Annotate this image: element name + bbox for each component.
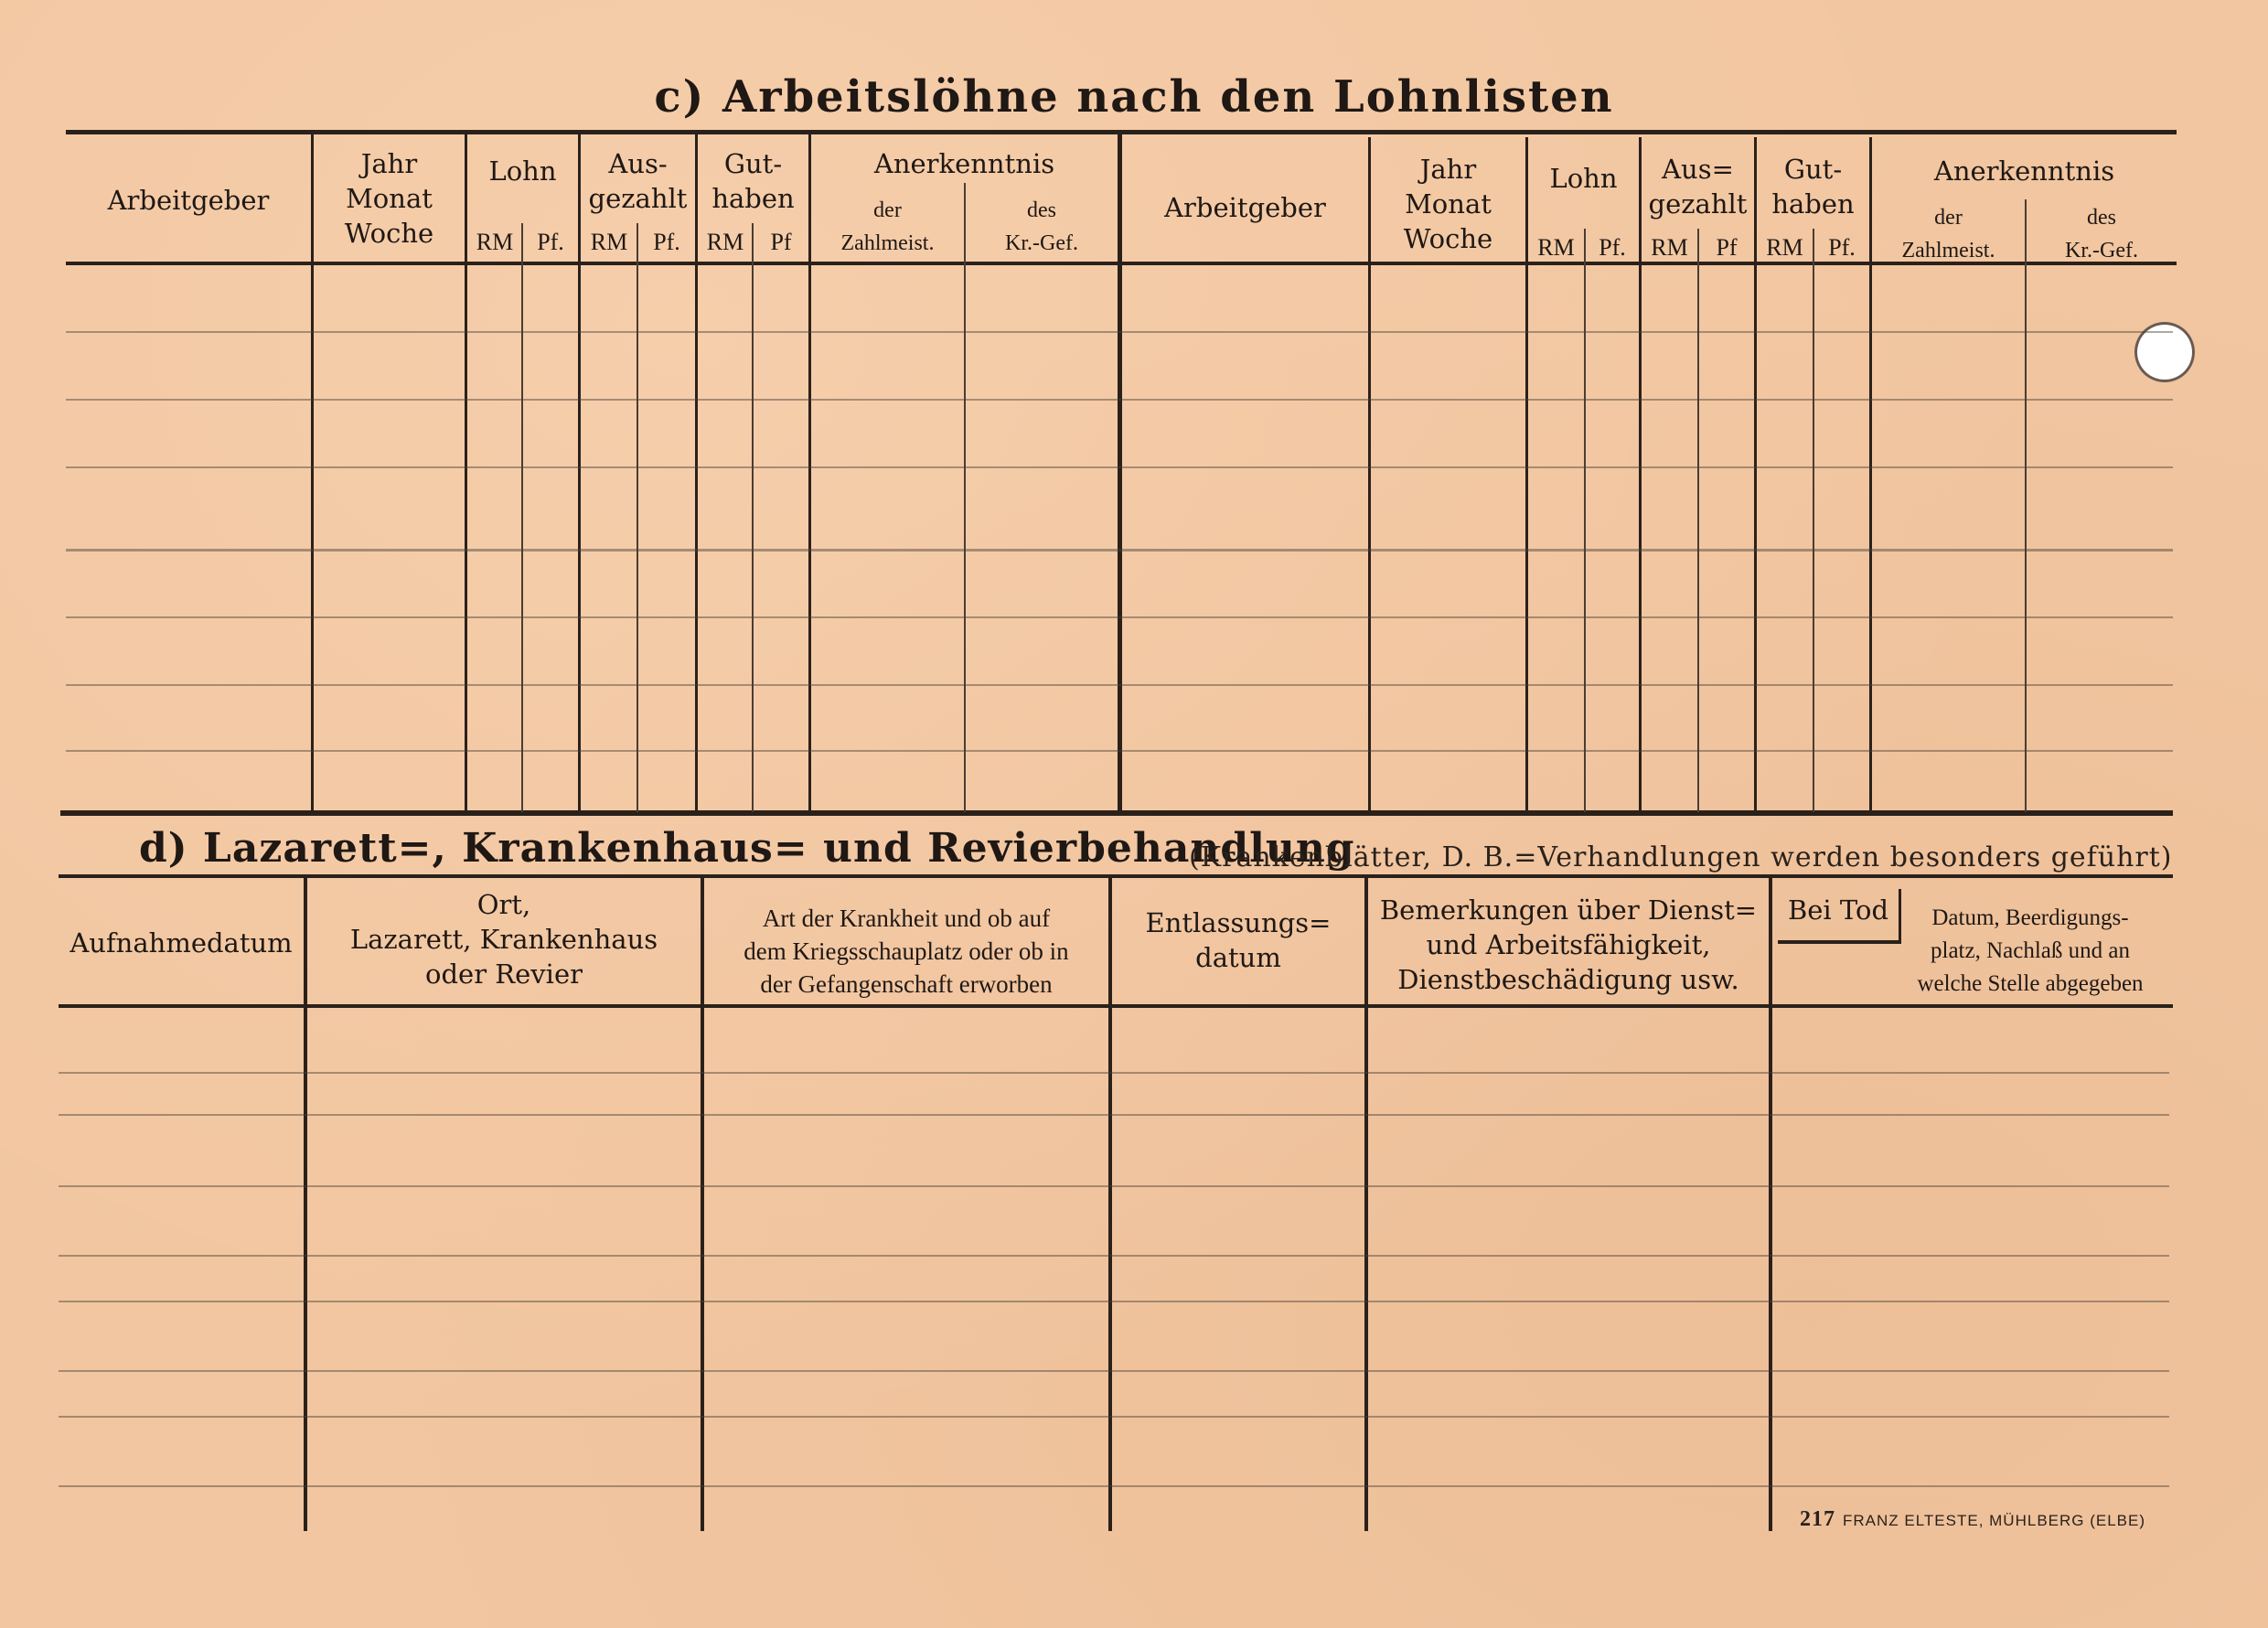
ruled-line xyxy=(59,1370,2169,1372)
header-paid: Aus- gezahlt xyxy=(588,148,688,214)
subdivider xyxy=(2025,199,2027,812)
header-wage: Lohn xyxy=(488,155,557,187)
ruled-line xyxy=(59,1072,2169,1074)
ruled-line xyxy=(66,399,2173,401)
subdivider xyxy=(521,223,523,812)
header-acknowledgement-right: Anerkenntnis xyxy=(1933,155,2115,187)
section-d-note: (Krankenblätter, D. B.=Verhandlungen werden besonders geführt) xyxy=(1189,841,2173,873)
header-credit: Gut- haben xyxy=(711,148,795,214)
header-remarks: Bemerkungen über Dienst= und Arbeitsfähigkeit, Dienstbeschädigung usw. xyxy=(1379,894,1758,995)
header-death: Bei Tod xyxy=(1787,894,1889,926)
subdivider xyxy=(1813,229,1814,812)
ruled-line xyxy=(59,1185,2169,1187)
printer-name: FRANZ ELTESTE, MÜHLBERG (ELBE) xyxy=(1843,1512,2146,1529)
subdivider xyxy=(964,183,966,812)
header-wage-rm: RM xyxy=(476,229,514,255)
header-employer: Arbeitgeber xyxy=(107,185,270,216)
header-ack-camp: des Kr.-Gef. xyxy=(1005,198,1078,255)
ruled-line xyxy=(66,331,2173,333)
ruled-line xyxy=(59,1485,2169,1487)
header-ack-paymaster-right: der Zahlmeist. xyxy=(1901,206,1995,262)
header-paid-pf-right: Pf xyxy=(1716,234,1738,261)
header-acknowledgement: Anerkenntnis xyxy=(873,148,1055,179)
ruled-line xyxy=(66,750,2173,752)
section-d-header-rule xyxy=(59,1004,2173,1008)
ruled-line xyxy=(66,684,2173,686)
subdivider xyxy=(752,223,754,812)
header-ack-paymaster: der Zahlmeist. xyxy=(840,198,935,255)
header-paid-right: Aus= gezahlt xyxy=(1648,154,1748,220)
header-admission-date: Aufnahmedatum xyxy=(70,927,293,959)
header-paid-pf: Pf. xyxy=(653,229,680,255)
header-employer-right: Arbeitgeber xyxy=(1164,192,1326,223)
header-credit-pf: Pf xyxy=(770,229,792,255)
subdivider xyxy=(637,223,638,812)
ruled-line xyxy=(59,1416,2169,1418)
header-wage-pf-right: Pf. xyxy=(1599,234,1626,261)
header-ack-camp-right: des Kr.-Gef. xyxy=(2065,206,2138,262)
header-death-details: Datum, Beerdigungs- platz, Nachlaß und an welche Stelle abgegeben xyxy=(1917,905,2144,996)
section-c-title: c) Arbeitslöhne nach den Lohnlisten xyxy=(654,71,1614,123)
header-discharge-date: Entlassungs= datum xyxy=(1145,907,1332,973)
subdivider xyxy=(1584,229,1586,812)
section-d-title: d) Lazarett=, Krankenhaus= und Revierbehandlung xyxy=(139,825,1355,872)
subdivider xyxy=(1697,229,1699,812)
header-wage-right: Lohn xyxy=(1549,163,1618,194)
ruled-line xyxy=(66,549,2173,552)
ruled-line xyxy=(66,466,2173,468)
header-credit-pf-right: Pf. xyxy=(1828,234,1856,261)
form-number: 217 xyxy=(1800,1507,1835,1531)
header-illness: Art der Krankheit und ob auf dem Kriegsschauplatz oder ob in der Gefangenschaft erworben xyxy=(744,905,1069,998)
ruled-line xyxy=(66,616,2173,618)
section-d-top-rule xyxy=(59,874,2173,878)
header-place: Ort, Lazarett, Krankenhaus oder Revier xyxy=(349,889,658,990)
header-credit-rm: RM xyxy=(706,229,744,255)
center-divider xyxy=(1118,134,1122,812)
header-period-right: Jahr Monat Woche xyxy=(1403,154,1493,254)
header-paid-rm-right: RM xyxy=(1651,234,1688,261)
divider xyxy=(1769,876,1772,1531)
header-credit-rm-right: RM xyxy=(1766,234,1803,261)
printer-imprint xyxy=(1800,1507,2145,1532)
ruled-line xyxy=(59,1255,2169,1257)
header-paid-rm: RM xyxy=(590,229,628,255)
ruled-line xyxy=(59,1114,2169,1116)
header-period: Jahr Monat Woche xyxy=(344,148,434,249)
header-wage-rm-right: RM xyxy=(1537,234,1575,261)
header-wage-pf: Pf. xyxy=(537,229,564,255)
header-credit-right: Gut- haben xyxy=(1771,154,1855,220)
section-c-bottom-rule xyxy=(60,810,2173,816)
ruled-line xyxy=(59,1301,2169,1302)
